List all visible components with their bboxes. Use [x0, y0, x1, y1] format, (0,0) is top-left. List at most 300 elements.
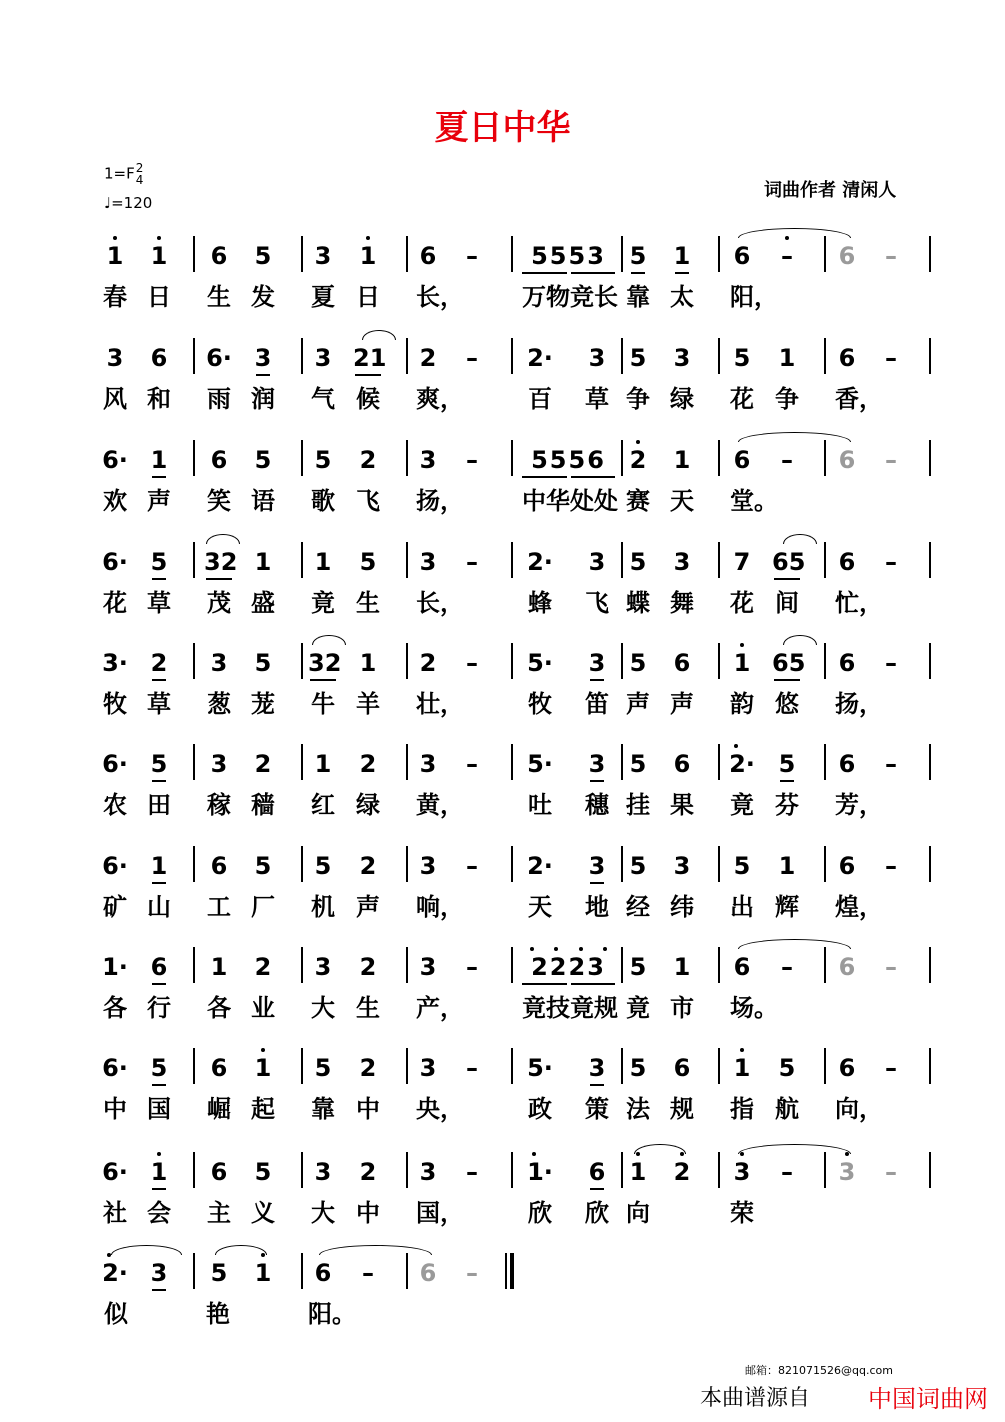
- lyric: 欢: [103, 487, 127, 515]
- note: 3: [419, 750, 437, 778]
- note: 2: [359, 1054, 377, 1082]
- lyric: 候: [356, 385, 380, 413]
- lyric-row: [0, 282, 1005, 314]
- lyric: 艳: [206, 1300, 230, 1328]
- barline: [406, 542, 408, 578]
- note: 2: [359, 953, 377, 981]
- note: 3: [419, 1158, 437, 1186]
- barline: [718, 643, 720, 679]
- barline: [301, 1152, 303, 1188]
- note: 5: [629, 750, 647, 778]
- lyric: 阳，: [730, 283, 778, 311]
- note: –: [885, 242, 897, 270]
- note: 6: [419, 1259, 437, 1287]
- barline: [929, 338, 931, 374]
- note: 6·: [206, 344, 232, 372]
- lyric: 赛: [626, 487, 650, 515]
- note: 1: [673, 953, 691, 981]
- lyric: 策: [585, 1095, 609, 1123]
- barline: [929, 440, 931, 476]
- note: 5: [210, 1259, 228, 1287]
- lyric: 似: [104, 1300, 128, 1328]
- note: 2: [419, 344, 437, 372]
- barline: [718, 236, 720, 272]
- score-row: [0, 1048, 1005, 1088]
- note: 1: [254, 1054, 272, 1082]
- final-barline-thick: [510, 1253, 514, 1289]
- barline: [406, 1253, 408, 1289]
- note: 3·: [102, 649, 128, 677]
- footer-email: 邮箱：821071526@qq.com: [745, 1364, 893, 1377]
- lyric: 百: [528, 385, 552, 413]
- lyric-row: [0, 588, 1005, 620]
- underline: [522, 983, 567, 985]
- note: 2: [673, 1158, 691, 1186]
- high-octave-dot: [579, 947, 583, 951]
- lyric: 煌，: [835, 893, 883, 921]
- note: –: [362, 1259, 374, 1287]
- lyric-row: [0, 384, 1005, 416]
- note: 6: [838, 852, 856, 880]
- note: –: [885, 548, 897, 576]
- lyric: 花: [730, 385, 754, 413]
- note: 1: [254, 1259, 272, 1287]
- barline: [301, 338, 303, 374]
- note: 6: [150, 953, 168, 981]
- lyric: 生: [207, 283, 231, 311]
- note: 3: [106, 344, 124, 372]
- barline: [511, 440, 513, 476]
- note: –: [466, 242, 478, 270]
- lyric: 国: [147, 1095, 171, 1123]
- note: 2: [419, 649, 437, 677]
- note: 2: [359, 852, 377, 880]
- note: 1: [150, 1158, 168, 1186]
- lyric: 舞: [670, 589, 694, 617]
- note: 65: [772, 649, 806, 677]
- note: 3: [314, 242, 332, 270]
- note: 7: [733, 548, 751, 576]
- note: 21: [353, 344, 387, 372]
- lyric: 纬: [670, 893, 694, 921]
- slur-tie: [738, 1144, 851, 1154]
- barline: [929, 846, 931, 882]
- barline: [301, 643, 303, 679]
- key-label: 1=F: [104, 164, 135, 183]
- high-octave-dot: [113, 236, 117, 240]
- credit: 词曲作者 清闲人: [764, 180, 897, 201]
- note: 1: [359, 242, 377, 270]
- barline: [621, 1048, 623, 1084]
- underline: [206, 578, 232, 580]
- underline: [590, 882, 604, 884]
- barline: [718, 542, 720, 578]
- note: 3: [673, 852, 691, 880]
- lyric: 夏: [311, 283, 335, 311]
- slur-tie: [215, 1245, 267, 1255]
- lyric: 业: [251, 994, 275, 1022]
- underline: [590, 1188, 604, 1190]
- lyric: 盛: [251, 589, 275, 617]
- note: 6: [673, 649, 691, 677]
- high-octave-dot: [532, 1152, 536, 1156]
- note: 3: [150, 1259, 168, 1287]
- underline: [522, 272, 567, 274]
- key-signature: [104, 162, 143, 186]
- note: 1: [150, 446, 168, 474]
- note: 6: [210, 446, 228, 474]
- note: 32: [308, 649, 342, 677]
- lyric: 葱: [207, 690, 231, 718]
- barline: [929, 1048, 931, 1084]
- lyric: 吐: [528, 791, 552, 819]
- lyric: 绿: [356, 791, 380, 819]
- note: 5: [629, 649, 647, 677]
- note: 3: [588, 750, 606, 778]
- note: 3: [419, 1054, 437, 1082]
- lyric: 各: [207, 994, 231, 1022]
- note: 6: [838, 344, 856, 372]
- note: 5: [629, 242, 647, 270]
- score-row: [0, 846, 1005, 886]
- lyric: 壮，: [416, 690, 464, 718]
- lyric: 牛: [311, 690, 335, 718]
- lyric: 日: [147, 283, 171, 311]
- note: –: [466, 1054, 478, 1082]
- score-row: [0, 947, 1005, 987]
- lyric: 阳。: [308, 1300, 356, 1328]
- underline: [310, 679, 336, 681]
- barline: [193, 846, 195, 882]
- barline: [824, 1048, 826, 1084]
- note: 3: [588, 852, 606, 880]
- barline: [929, 643, 931, 679]
- note: –: [781, 953, 793, 981]
- note: 1: [629, 1158, 647, 1186]
- slur-tie: [738, 432, 851, 442]
- note: 6: [733, 242, 751, 270]
- note: 2: [629, 446, 647, 474]
- lyric: 稼: [207, 791, 231, 819]
- lyric: 中: [356, 1095, 380, 1123]
- lyric: 风: [103, 385, 127, 413]
- barline: [929, 1152, 931, 1188]
- lyric-row: [0, 1299, 1005, 1331]
- note: –: [466, 344, 478, 372]
- note: 5: [254, 242, 272, 270]
- lyric: 田: [147, 791, 171, 819]
- underline: [590, 679, 604, 681]
- note: 5: [254, 649, 272, 677]
- underline: [774, 578, 800, 580]
- quarter-note-icon: ♩: [104, 194, 112, 212]
- note: 5: [314, 446, 332, 474]
- note: 5: [778, 1054, 796, 1082]
- high-octave-dot: [530, 947, 534, 951]
- barline: [511, 338, 513, 374]
- lyric: 响，: [416, 893, 464, 921]
- barline: [193, 236, 195, 272]
- lyric-row: [0, 1198, 1005, 1230]
- note: –: [885, 1158, 897, 1186]
- note: 3: [588, 1054, 606, 1082]
- lyric: 绿: [670, 385, 694, 413]
- note: 6·: [102, 548, 128, 576]
- song-title: 夏日中华: [434, 108, 571, 148]
- barline: [511, 947, 513, 983]
- lyric: 机: [311, 893, 335, 921]
- underline: [355, 374, 381, 376]
- score-row: [0, 1253, 1005, 1293]
- note: 65: [772, 548, 806, 576]
- high-octave-dot: [554, 947, 558, 951]
- lyric: 起: [251, 1095, 275, 1123]
- note: 5: [150, 548, 168, 576]
- lyric: 向: [626, 1199, 650, 1227]
- lyric: 羊: [356, 690, 380, 718]
- footer-source: 本曲谱源自: [700, 1386, 811, 1411]
- note: 3: [838, 1158, 856, 1186]
- note: –: [781, 242, 793, 270]
- barline: [824, 338, 826, 374]
- note: 3: [419, 446, 437, 474]
- lyric: 挂: [626, 791, 650, 819]
- note: 5556: [531, 446, 606, 474]
- note: 5·: [527, 1054, 553, 1082]
- barline: [718, 1152, 720, 1188]
- note: –: [466, 953, 478, 981]
- lyric-row: [0, 486, 1005, 518]
- underline: [152, 578, 166, 580]
- lyric: 生: [356, 589, 380, 617]
- barline: [301, 1253, 303, 1289]
- slur-tie: [206, 534, 240, 544]
- note: 3: [254, 344, 272, 372]
- lyric: 各: [103, 994, 127, 1022]
- note: 6: [838, 446, 856, 474]
- barline: [301, 744, 303, 780]
- lyric: 中: [356, 1199, 380, 1227]
- barline: [193, 643, 195, 679]
- lyric: 扬，: [416, 487, 464, 515]
- note: –: [885, 1054, 897, 1082]
- lyric: 市: [670, 994, 694, 1022]
- note: 6: [210, 852, 228, 880]
- note: 6: [210, 1054, 228, 1082]
- note: 1: [210, 953, 228, 981]
- lyric: 出: [730, 893, 754, 921]
- note: 2·: [102, 1259, 128, 1287]
- barline: [824, 947, 826, 983]
- note: 1: [150, 852, 168, 880]
- note: 6: [838, 953, 856, 981]
- note: 6: [588, 1158, 606, 1186]
- note: –: [466, 548, 478, 576]
- lyric: 蜂: [528, 589, 552, 617]
- lyric: 牧: [528, 690, 552, 718]
- lyric: 语: [251, 487, 275, 515]
- slur-tie: [783, 635, 817, 645]
- barline: [824, 846, 826, 882]
- barline: [929, 744, 931, 780]
- underline: [590, 1084, 604, 1086]
- slur-tie: [362, 330, 396, 340]
- lyric: 大: [311, 994, 335, 1022]
- lyric: 穗: [585, 791, 609, 819]
- lyric: 产，: [416, 994, 464, 1022]
- lyric: 崛: [207, 1095, 231, 1123]
- underline: [256, 374, 270, 376]
- lyric: 万物竞长: [522, 283, 618, 311]
- note: 5: [733, 344, 751, 372]
- lyric: 声: [626, 690, 650, 718]
- time-signature: [136, 162, 144, 186]
- lyric: 辉: [775, 893, 799, 921]
- note: 6·: [102, 1054, 128, 1082]
- barline: [718, 338, 720, 374]
- note: 6·: [102, 750, 128, 778]
- barline: [406, 947, 408, 983]
- underline: [152, 780, 166, 782]
- barline: [718, 947, 720, 983]
- barline: [511, 236, 513, 272]
- note: 1·: [102, 953, 128, 981]
- note: 5: [150, 750, 168, 778]
- barline: [824, 744, 826, 780]
- barline: [193, 1152, 195, 1188]
- lyric: 黄，: [416, 791, 464, 819]
- lyric: 穑: [251, 791, 275, 819]
- high-octave-dot: [261, 1048, 265, 1052]
- note: 3: [588, 649, 606, 677]
- lyric: 大: [311, 1199, 335, 1227]
- note: 5: [629, 344, 647, 372]
- lyric-row: [0, 1094, 1005, 1126]
- barline: [193, 1253, 195, 1289]
- lyric: 国，: [416, 1199, 464, 1227]
- lyric-row: [0, 993, 1005, 1025]
- lyric: 会: [147, 1199, 171, 1227]
- lyric: 草: [147, 690, 171, 718]
- underline: [774, 679, 800, 681]
- note: 3: [588, 344, 606, 372]
- note: –: [781, 1158, 793, 1186]
- lyric: 韵: [730, 690, 754, 718]
- high-octave-dot: [734, 744, 738, 748]
- lyric: 向，: [835, 1095, 883, 1123]
- note: 3: [733, 1158, 751, 1186]
- note: 2: [359, 750, 377, 778]
- underline: [675, 272, 689, 274]
- note: –: [466, 750, 478, 778]
- note: 5: [778, 750, 796, 778]
- lyric: 天: [670, 487, 694, 515]
- lyric: 悠: [775, 690, 799, 718]
- slur-tie: [738, 939, 851, 949]
- lyric: 经: [626, 893, 650, 921]
- barline: [193, 947, 195, 983]
- note: –: [885, 953, 897, 981]
- lyric: 义: [251, 1199, 275, 1227]
- note: –: [466, 446, 478, 474]
- note: 3: [314, 344, 332, 372]
- barline: [718, 846, 720, 882]
- score-row: [0, 338, 1005, 378]
- note: 6: [838, 242, 856, 270]
- note: –: [466, 649, 478, 677]
- note: 6·: [102, 1158, 128, 1186]
- lyric: 果: [670, 791, 694, 819]
- barline: [511, 643, 513, 679]
- note: 1: [314, 548, 332, 576]
- lyric: 声: [670, 690, 694, 718]
- lyric: 航: [775, 1095, 799, 1123]
- note: 1: [733, 1054, 751, 1082]
- lyric: 竟: [730, 791, 754, 819]
- note: 2·: [527, 344, 553, 372]
- lyric: 生: [356, 994, 380, 1022]
- high-octave-dot: [740, 1048, 744, 1052]
- lyric: 草: [147, 589, 171, 617]
- note: –: [885, 852, 897, 880]
- lyric: 笑: [207, 487, 231, 515]
- lyric: 芬: [775, 791, 799, 819]
- barline: [406, 1152, 408, 1188]
- lyric: 欣: [528, 1199, 552, 1227]
- time-sig-top: 2: [135, 161, 144, 175]
- barline: [301, 846, 303, 882]
- note: 3: [673, 344, 691, 372]
- slur-tie: [319, 1245, 432, 1255]
- note: 5: [150, 1054, 168, 1082]
- lyric: 飞: [585, 589, 609, 617]
- note: 6·: [102, 852, 128, 880]
- barline: [301, 440, 303, 476]
- note: 1: [106, 242, 124, 270]
- barline: [193, 338, 195, 374]
- score-row: [0, 1152, 1005, 1192]
- lyric: 欣: [585, 1199, 609, 1227]
- slur-tie: [738, 228, 851, 238]
- lyric: 指: [730, 1095, 754, 1123]
- lyric: 主: [207, 1199, 231, 1227]
- note: 6: [419, 242, 437, 270]
- note: 3: [314, 1158, 332, 1186]
- underline: [590, 780, 604, 782]
- lyric: 雨: [207, 385, 231, 413]
- high-octave-dot: [157, 1152, 161, 1156]
- tempo-marking: [104, 194, 152, 212]
- note: 1: [778, 344, 796, 372]
- underline: [152, 882, 166, 884]
- score-row: [0, 744, 1005, 784]
- lyric: 长，: [416, 589, 464, 617]
- underline: [152, 1188, 166, 1190]
- barline: [621, 440, 623, 476]
- note: 1: [778, 852, 796, 880]
- lyric: 中: [103, 1095, 127, 1123]
- lyric: 和: [147, 385, 171, 413]
- underline: [152, 679, 166, 681]
- barline: [621, 744, 623, 780]
- lyric-row: [0, 689, 1005, 721]
- lyric: 花: [730, 589, 754, 617]
- note: 5: [254, 1158, 272, 1186]
- lyric: 发: [251, 283, 275, 311]
- underline: [631, 272, 645, 274]
- note: 3: [419, 548, 437, 576]
- note: 6: [673, 750, 691, 778]
